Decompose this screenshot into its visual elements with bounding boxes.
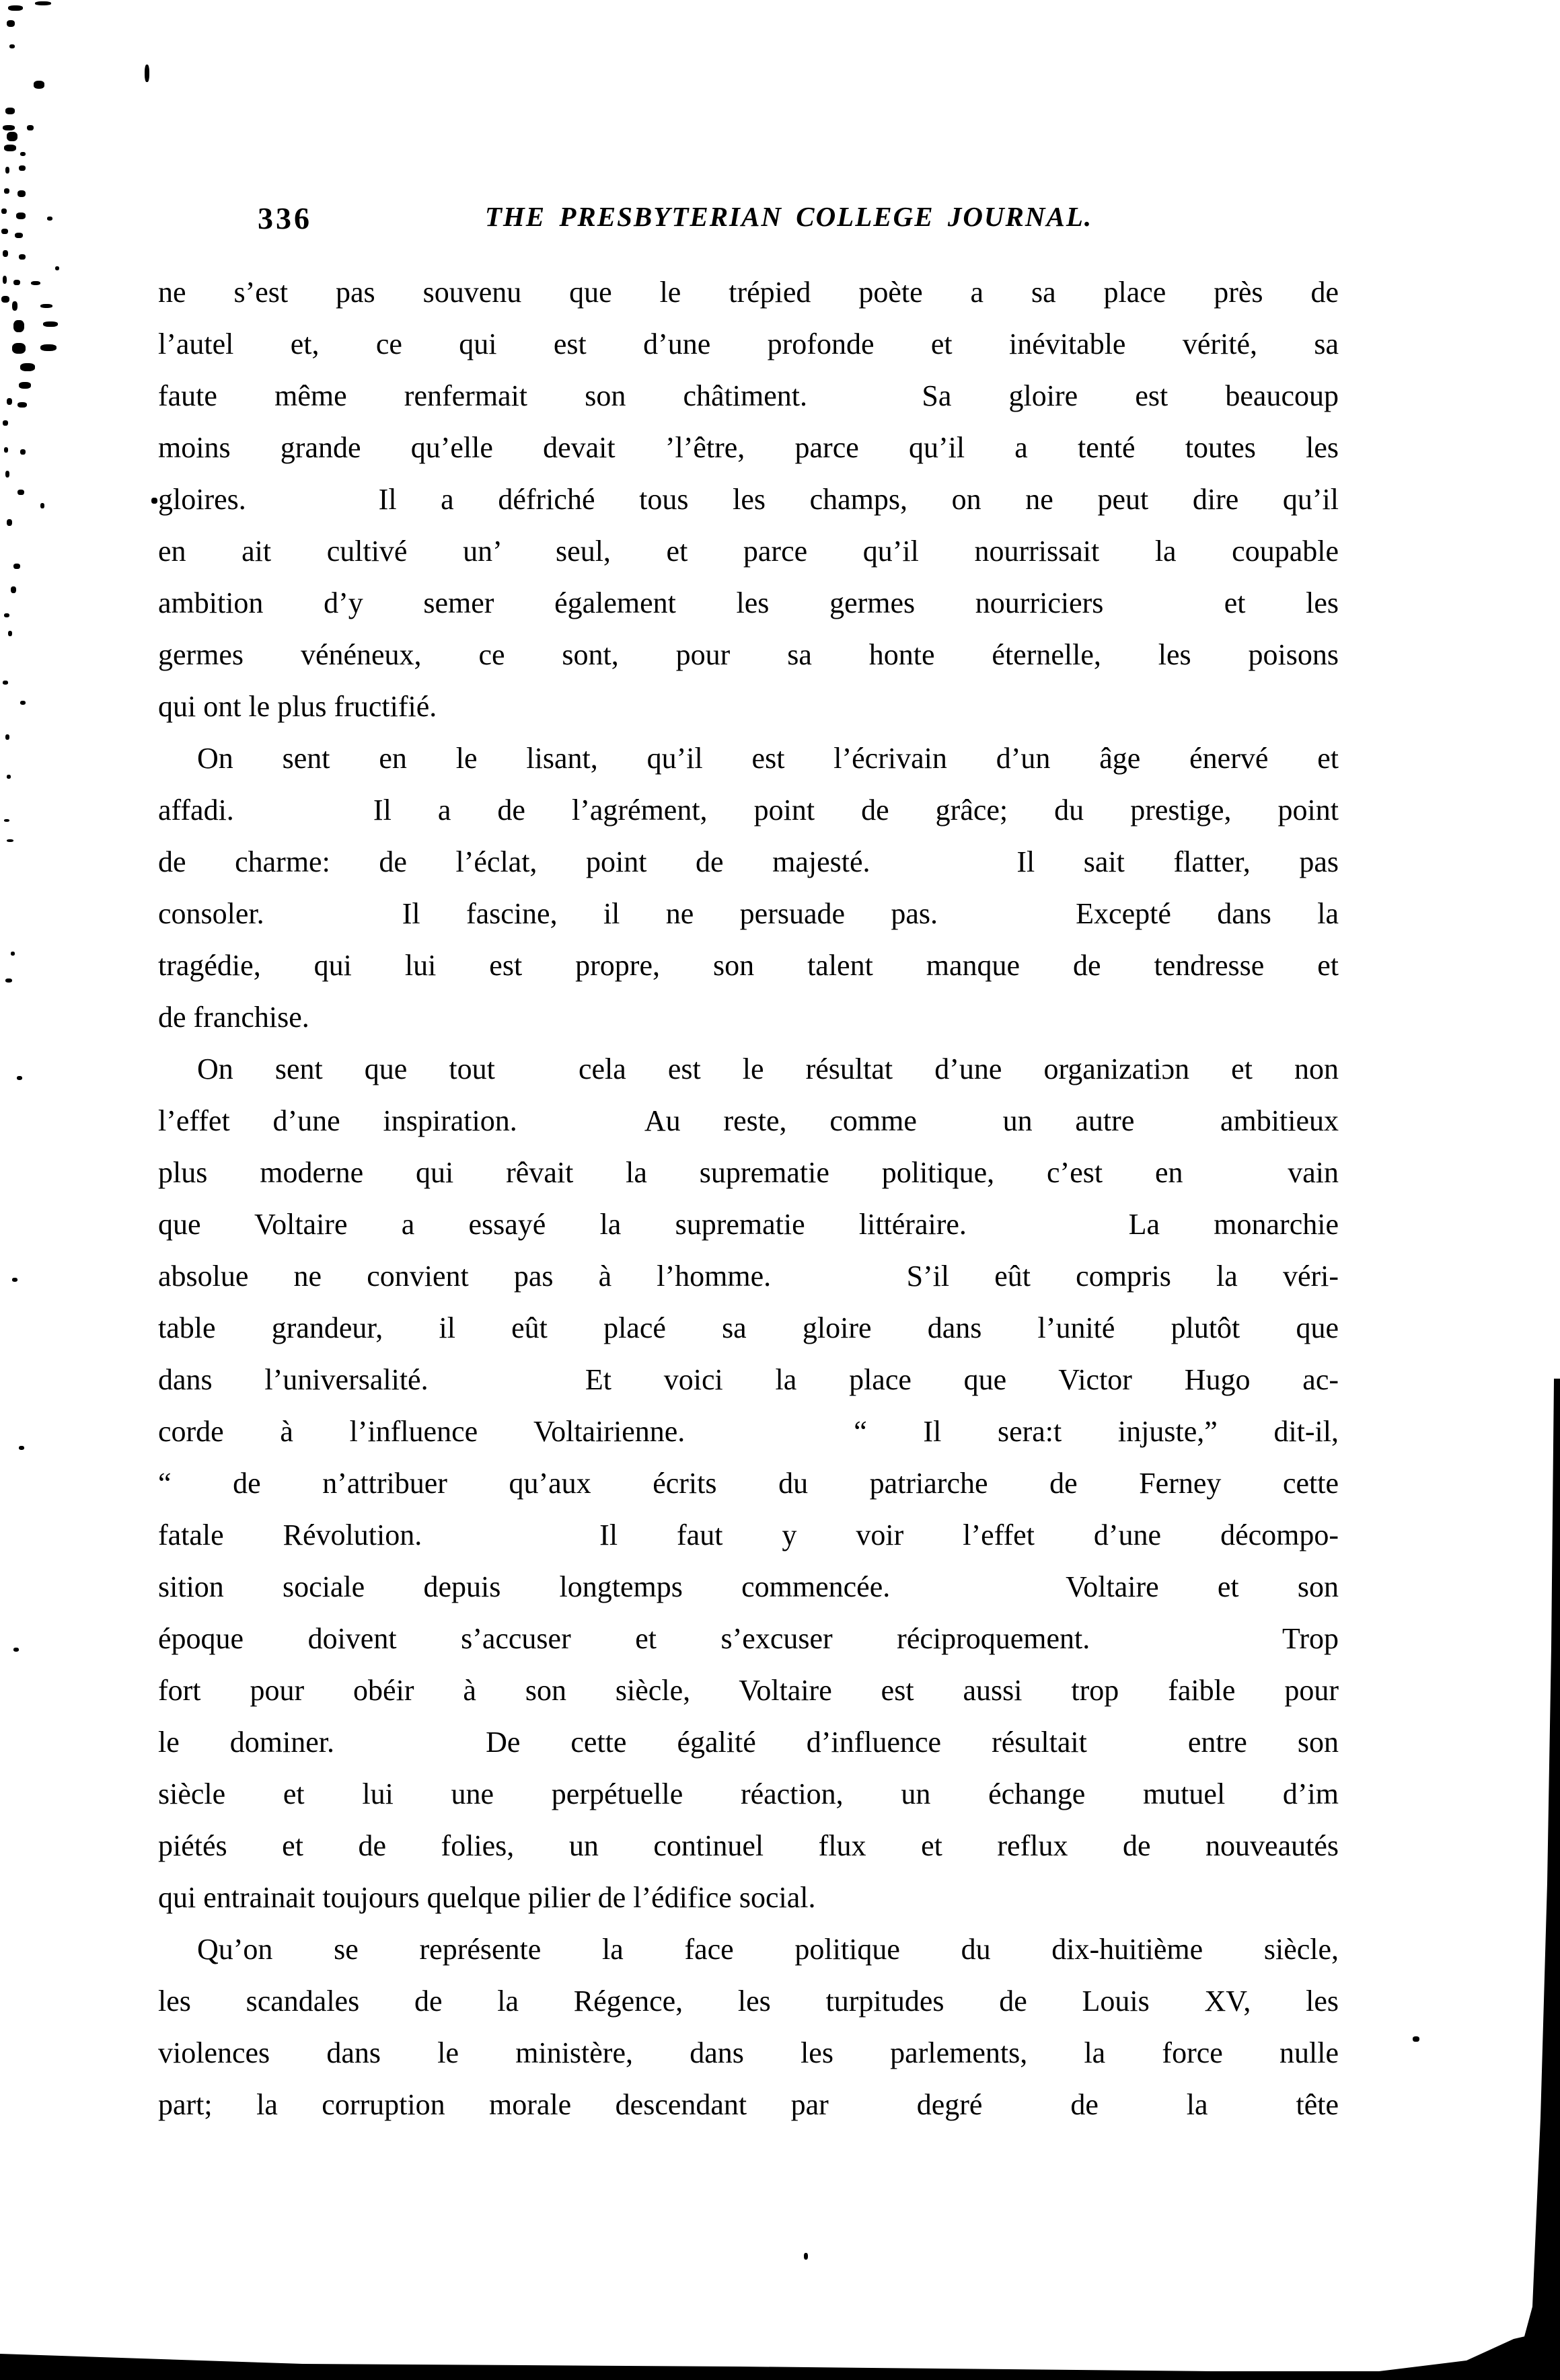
text-line: piétés et de folies, un continuel flux et reflux de nouveautés	[158, 1829, 1339, 1862]
scan-speck	[20, 152, 26, 156]
scan-speck	[1, 208, 7, 214]
text-line: part; la corruption morale descendant par degré de la tête	[158, 2088, 1339, 2121]
text-line: en ait cultivé un’ seul, et parce qu’il nourrissait la coupable	[158, 535, 1339, 568]
scan-speck	[12, 343, 26, 354]
text-line: époque doivent s’accuser et s’excuser réciproquement. Trop	[158, 1622, 1339, 1655]
text-line: absolue ne convient pas à l’homme. S’il eût compris la véri-	[158, 1260, 1339, 1293]
text-line: corde à l’influence Voltairienne. “ Il sera:t injuste,” dit-il,	[158, 1415, 1339, 1448]
text-line: On sent en le lisant, qu’il est l’écrivain d’un âge énervé et	[197, 742, 1339, 775]
scan-speck	[20, 449, 26, 455]
scan-speck	[20, 701, 26, 705]
scan-speck	[3, 276, 7, 284]
scan-speck	[11, 952, 15, 956]
scan-speck	[19, 254, 26, 260]
scan-speck	[7, 839, 13, 842]
text-line: faute même renfermait son châtiment. Sa gloire est beaucoup	[158, 379, 1339, 412]
text-line: gloires. Il a défriché tous les champs, on ne peut dire qu’il	[158, 483, 1339, 516]
text-line: On sent que tout cela est le résultat d’une organizatiɔn et non	[197, 1052, 1339, 1085]
scan-speck	[9, 44, 15, 48]
scan-speck	[3, 125, 15, 130]
scan-speck	[20, 363, 35, 371]
scan-speck	[17, 1076, 22, 1080]
scan-speck	[145, 65, 149, 82]
scan-bottom-bar-artifact	[0, 2327, 1560, 2380]
scan-speck	[19, 382, 31, 389]
scan-speck	[12, 301, 17, 311]
text-line: Qu’on se représente la face politique du dix-huitième siècle,	[197, 1933, 1339, 1966]
text-line: fatale Révolution. Il faut y voir l’effet d’une décompo-	[158, 1519, 1339, 1551]
scan-speck	[8, 5, 23, 11]
scan-speck	[5, 108, 15, 114]
scan-speck	[27, 125, 34, 130]
scan-speck	[5, 167, 9, 174]
scan-speck	[19, 165, 26, 171]
scan-speck	[5, 471, 9, 477]
scan-speck	[40, 344, 57, 351]
scan-speck	[804, 2253, 808, 2260]
text-line: le dominer. De cette égalité d’influence résultait entre son	[158, 1726, 1339, 1759]
scan-speck	[1, 229, 8, 234]
scan-speck	[35, 1, 51, 5]
scan-edge-artifact	[1500, 1379, 1560, 2380]
scan-speck	[13, 1648, 19, 1652]
scan-speck	[3, 420, 8, 426]
scan-speck	[17, 402, 27, 408]
scan-speck	[5, 978, 12, 983]
scan-speck	[16, 213, 26, 219]
scan-speck	[4, 447, 8, 453]
scan-speck	[17, 190, 26, 197]
scan-speck	[13, 280, 20, 285]
text-line: l’autel et, ce qui est d’une profonde et inévitable vérité, sa	[158, 328, 1339, 360]
scan-speck	[40, 503, 44, 508]
scan-speck	[13, 564, 20, 569]
scan-speck	[11, 586, 16, 593]
scan-speck	[8, 631, 12, 636]
text-line: moins grande qu’elle devait ’l’être, parce qu’il a tenté toutes les	[158, 431, 1339, 464]
scan-speck	[3, 250, 8, 257]
scan-speck	[34, 81, 44, 89]
scan-speck	[40, 304, 52, 308]
scan-speck	[151, 498, 157, 504]
scan-speck	[47, 217, 52, 221]
page-header	[158, 200, 1339, 241]
text-line: affadi. Il a de l’agrément, point de grâce; du prestige, point	[158, 794, 1339, 827]
scan-speck	[55, 266, 59, 270]
page-text	[158, 266, 1339, 2131]
scan-speck	[7, 398, 12, 405]
text-line: tragédie, qui lui est propre, son talent manque de tendresse et	[158, 949, 1339, 982]
scan-speck	[12, 1278, 17, 1282]
scan-speck	[31, 281, 40, 285]
text-line: “ de n’attribuer qu’aux écrits du patriarche de Ferney cette	[158, 1467, 1339, 1500]
text-line: que Voltaire a essayé la suprematie littéraire. La monarchie	[158, 1208, 1339, 1241]
text-line: qui ont le plus fructifié.	[158, 690, 437, 723]
text-line: qui entrainait toujours quelque pilier de l’édifice social.	[158, 1881, 816, 1914]
scan-speck	[7, 775, 11, 779]
text-line: de charme: de l’éclat, point de majesté. Il sait flatter, pas	[158, 845, 1339, 878]
scan-speck	[7, 519, 12, 526]
scan-speck	[4, 819, 9, 822]
scan-speck	[15, 233, 23, 238]
scan-speck	[3, 681, 8, 685]
text-line: consoler. Il fascine, il ne persuade pas. Excepté dans la	[158, 897, 1339, 930]
text-line: sition sociale depuis longtemps commencée. Voltaire et son	[158, 1570, 1339, 1603]
text-line: dans l’universalité. Et voici la place que Victor Hugo ac-	[158, 1363, 1339, 1396]
scan-speck	[1413, 2036, 1419, 2042]
text-line: les scandales de la Régence, les turpitudes de Louis XV, les	[158, 1985, 1339, 2018]
text-line: siècle et lui une perpétuelle réaction, un échange mutuel d’im	[158, 1777, 1339, 1810]
scan-speck	[19, 1446, 24, 1450]
scan-speck	[7, 20, 15, 27]
page-number: 336	[258, 201, 312, 235]
text-line: de franchise.	[158, 1001, 309, 1034]
scan-speck	[4, 188, 9, 194]
text-line: ambition d’y semer également les germes nourriciers et les	[158, 586, 1339, 619]
scan-speck	[7, 132, 17, 141]
journal-title: THE PRESBYTERIAN COLLEGE JOURNAL.	[484, 201, 1093, 232]
scan-speck	[4, 613, 9, 617]
scan-speck	[43, 321, 58, 327]
text-line: ne s’est pas souvenu que le trépied poète a sa place près de	[158, 276, 1339, 309]
scan-speck	[1, 296, 9, 303]
scan-speck	[4, 145, 16, 151]
text-line: germes vénéneux, ce sont, pour sa honte éternelle, les poisons	[158, 638, 1339, 671]
scan-speck	[17, 490, 24, 495]
text-line: l’effet d’une inspiration. Au reste, comme un autre ambitieux	[158, 1104, 1339, 1137]
text-line: fort pour obéir à son siècle, Voltaire est aussi trop faible pour	[158, 1674, 1339, 1707]
text-line: violences dans le ministère, dans les parlements, la force nulle	[158, 2036, 1339, 2069]
scan-speck	[5, 734, 9, 740]
text-line: plus moderne qui rêvait la suprematie politique, c’est en vain	[158, 1156, 1339, 1189]
text-line: table grandeur, il eût placé sa gloire dans l’unité plutôt que	[158, 1311, 1339, 1344]
scan-speck	[13, 320, 24, 332]
